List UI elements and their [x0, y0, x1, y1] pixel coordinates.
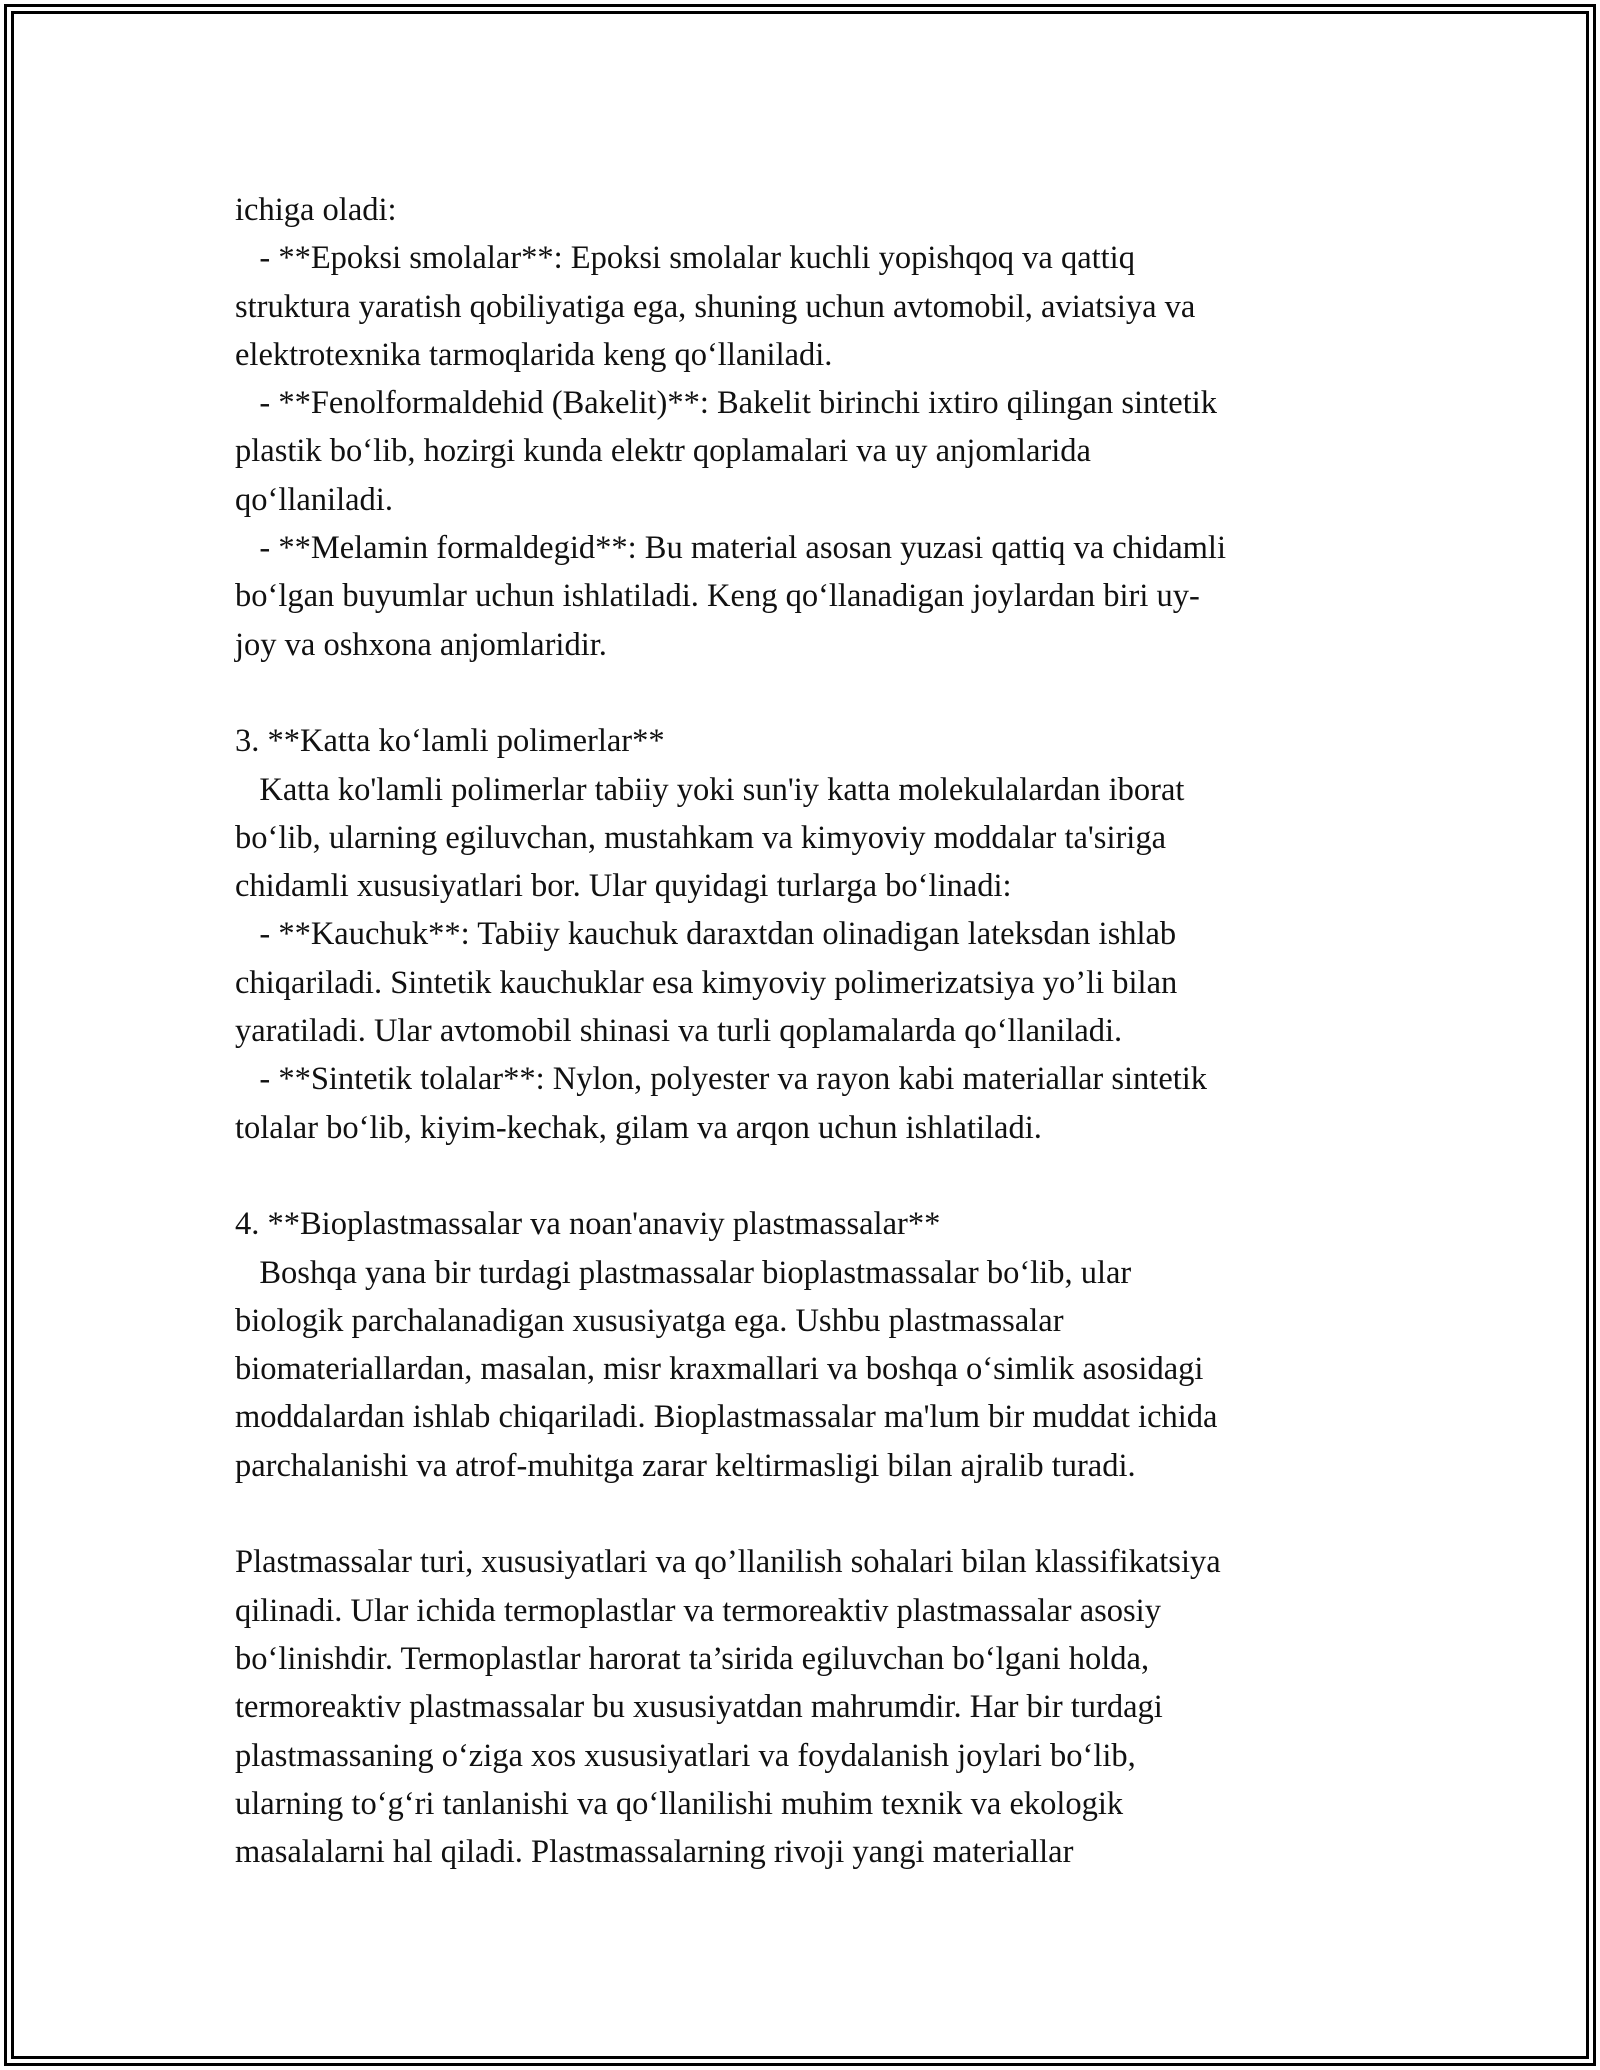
text-line: ichiga oladi:	[235, 192, 397, 228]
text-line: biologik parchalanadigan xususiyatga ega. Ushbu plastmassalar	[235, 1302, 1064, 1339]
text-line: chidamli xususiyatlari bor. Ular quyidagi turlarga bo‘linadi:	[235, 868, 1012, 905]
text-line: chiqariladi. Sintetik kauchuklar esa kimyoviy polimerizatsiya yo’li bilan	[235, 964, 1178, 1001]
text-line: joy va oshxona anjomlaridir.	[235, 626, 607, 663]
section-heading: 3. **Katta ko‘lamli polimerlar**	[235, 723, 665, 760]
text-line: termoreaktiv plastmassalar bu xususiyatdan mahrumdir. Har bir turdagi	[235, 1689, 1163, 1726]
text-line: - **Sintetik tolalar**: Nylon, polyester va rayon kabi materiallar sintetik	[235, 1061, 1208, 1098]
text-line: bo‘lgan buyumlar uchun ishlatiladi. Keng qo‘llanadigan joylardan biri uy-	[235, 578, 1200, 615]
text-line: - **Fenolformaldehid (Bakelit)**: Bakelit birinchi ixtiro qilingan sintetik	[235, 385, 1218, 422]
text-line: qo‘llaniladi.	[235, 481, 393, 518]
text-line: elektrotexnika tarmoqlarida keng qo‘llaniladi.	[235, 336, 833, 373]
text-line: yaratiladi. Ular avtomobil shinasi va turli qoplamalarda qo‘llaniladi.	[235, 1013, 1123, 1050]
text-line: bo‘linishdir. Termoplastlar harorat ta’sirida egiluvchan bo‘lgani holda,	[235, 1640, 1150, 1677]
text-line: - **Kauchuk**: Tabiiy kauchuk daraxtdan olinadigan lateksdan ishlab	[235, 916, 1177, 953]
text-line: - **Epoksi smolalar**: Epoksi smolalar kuchli yopishqoq va qattiq	[235, 240, 1135, 277]
text-line: tolalar bo‘lib, kiyim-kechak, gilam va arqon uchun ishlatiladi.	[235, 1109, 1042, 1146]
text-line: ularning to‘g‘ri tanlanishi va qo‘llanilishi muhim texnik va ekologik	[235, 1785, 1124, 1822]
text-line: plastmassaning o‘ziga xos xususiyatlari va foydalanish joylari bo‘lib,	[235, 1737, 1136, 1774]
text-line: Katta ko'lamli polimerlar tabiiy yoki sun'iy katta molekulalardan iborat	[235, 771, 1185, 808]
text-line: - **Melamin formaldegid**: Bu material asosan yuzasi qattiq va chidamli	[235, 530, 1226, 567]
text-line: bo‘lib, ularning egiluvchan, mustahkam va kimyoviy moddalar ta'siriga	[235, 819, 1166, 856]
text-line: moddalardan ishlab chiqariladi. Bioplastmassalar ma'lum bir muddat ichida	[235, 1399, 1218, 1436]
text-line: masalalarni hal qiladi. Plastmassalarning rivoji yangi materiallar	[235, 1834, 1074, 1871]
text-line: struktura yaratish qobiliyatiga ega, shuning uchun avtomobil, aviatsiya va	[235, 288, 1196, 325]
section-heading: 4. **Bioplastmassalar va noan'anaviy plastmassalar**	[235, 1206, 941, 1243]
text-line: Plastmassalar turi, xususiyatlari va qo’llanilish sohalari bilan klassifikatsiya	[235, 1544, 1221, 1581]
blank-line	[235, 1490, 1375, 1538]
blank-line	[235, 669, 1375, 717]
document-body	[235, 186, 1375, 1876]
text-line: Boshqa yana bir turdagi plastmassalar bioplastmassalar bo‘lib, ular	[235, 1254, 1132, 1291]
text-line: biomateriallardan, masalan, misr kraxmallari va boshqa o‘simlik asosidagi	[235, 1351, 1204, 1388]
blank-line	[235, 1152, 1375, 1200]
text-line: plastik bo‘lib, hozirgi kunda elektr qoplamalari va uy anjomlarida	[235, 433, 1091, 470]
text-line: qilinadi. Ular ichida termoplastlar va termoreaktiv plastmassalar asosiy	[235, 1592, 1161, 1629]
text-line: parchalanishi va atrof-muhitga zarar keltirmasligi bilan ajralib turadi.	[235, 1447, 1136, 1484]
